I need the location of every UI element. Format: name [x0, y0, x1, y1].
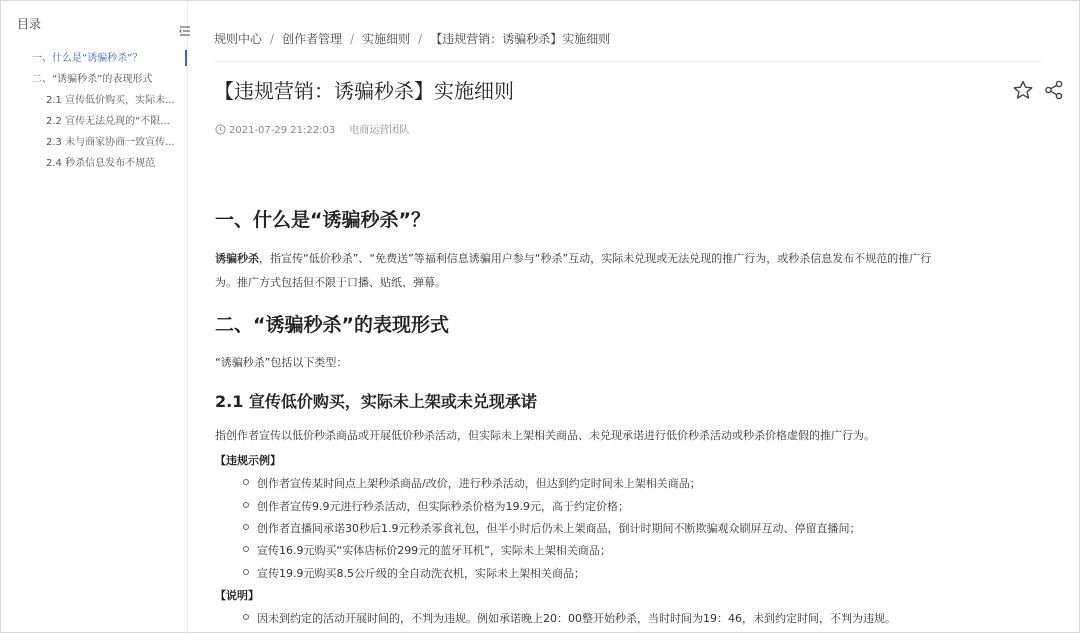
bullet-dot: [243, 479, 249, 485]
definition-text: ，指宣传“低价秒杀”、“免费送”等福利信息诱骗用户参与“秒杀”互动，实际未兑现或无法兑现的推广行为，或秒杀信息发布不规范的推广行: [259, 252, 932, 265]
bullet-dot: [243, 569, 249, 575]
toc-sidebar: [0, 0, 188, 633]
article-actions: [1008, 79, 1065, 105]
toc-item-forms[interactable]: 二、“诱骗秒杀”的表现形式: [32, 74, 153, 85]
publish-timestamp: 2021-07-29 21:22:03: [229, 125, 336, 136]
toc-item-2-3[interactable]: 2.3 未与商家协商一致宣传...: [46, 137, 175, 148]
clock-icon: [215, 124, 226, 135]
article-title: 【违规营销：诱骗秒杀】实施细则: [214, 79, 514, 103]
breadcrumb-current: 【违规营销：诱骗秒杀】实施细则: [430, 32, 611, 46]
definition-text-continued: 为。推广方式包括但不限于口播、贴纸、弹幕。: [215, 276, 446, 289]
toc-item-2-4[interactable]: 2.4 秒杀信息发布不规范: [46, 158, 156, 169]
example-item: [243, 565, 585, 581]
star-icon[interactable]: [1012, 79, 1034, 101]
example-text: 创作者直播间承诺30秒后1.9元秒杀零食礼包，但半小时后仍未上架商品，倒计时期间不断欺骗观众刷屏互动、停留直播间；: [257, 522, 861, 535]
examples-label: 【违规示例】: [215, 454, 281, 467]
toc-item-2-2[interactable]: 2.2 宣传无法兑现的“不限...: [46, 116, 170, 127]
example-item: [243, 542, 611, 558]
note-text: 因未到约定的活动开展时间的，不判为违规。例如承诺晚上20：00整开始秒杀，当时时间为19：46，未到约定时间，不判为违规。: [257, 612, 896, 625]
example-item: [243, 520, 861, 536]
toc-item-what-is[interactable]: 一、什么是“诱骗秒杀”？: [32, 53, 143, 64]
toc-active-indicator: [185, 50, 187, 66]
example-item: [243, 498, 629, 514]
breadcrumb: [214, 30, 610, 47]
toc-item-2-1[interactable]: 2.1 宣传低价购买，实际未...: [46, 95, 175, 106]
author-name: 电商运营团队: [349, 125, 410, 136]
example-item: [243, 475, 701, 491]
example-text: 宣传19.9元购买8.5公斤级的全自动洗衣机，实际未上架相关商品；: [257, 567, 585, 580]
article-meta: [215, 121, 409, 136]
section-heading-forms: 二、“诱骗秒杀”的表现形式: [215, 314, 449, 336]
notes-label: 【说明】: [215, 589, 259, 602]
forms-intro: “诱骗秒杀”包括以下类型：: [215, 356, 348, 369]
breadcrumb-implementation-rules[interactable]: 实施细则: [362, 32, 411, 46]
example-text: 创作者宣传9.9元进行秒杀活动，但实际秒杀价格为19.9元，高于约定价格；: [257, 500, 629, 513]
breadcrumb-divider: [214, 61, 1042, 62]
breadcrumb-separator: /: [350, 32, 355, 46]
example-text: 宣传16.9元购买“实体店标价299元的蓝牙耳机”，实际未上架相关商品；: [257, 544, 611, 557]
article-main: [188, 0, 1080, 633]
bullet-dot: [243, 614, 249, 620]
section-heading-what-is: 一、什么是“诱骗秒杀”？: [215, 209, 430, 231]
share-icon[interactable]: [1043, 79, 1065, 101]
bullet-dot: [243, 502, 249, 508]
example-text: 创作者宣传某时间点上架秒杀商品/改价，进行秒杀活动，但达到约定时间未上架相关商品；: [257, 477, 701, 490]
subsection-2-1-paragraph: 指创作者宣传以低价秒杀商品或开展低价秒杀活动，但实际未上架相关商品、未兑现承诺进行低价秒杀活动或秒杀价格虚假的推广行为。: [215, 429, 875, 442]
breadcrumb-creator-management[interactable]: 创作者管理: [282, 32, 343, 46]
bullet-dot: [243, 546, 249, 552]
definition-paragraph: [215, 247, 1047, 295]
bullet-dot: [243, 524, 249, 530]
toc-title: 目录: [17, 17, 42, 31]
subsection-heading-2-1: 2.1 宣传低价购买，实际未上架或未兑现承诺: [215, 392, 537, 411]
breadcrumb-separator: /: [418, 32, 423, 46]
note-item: [243, 610, 896, 626]
definition-term: 诱骗秒杀: [215, 252, 259, 265]
breadcrumb-rules-center[interactable]: 规则中心: [214, 32, 263, 46]
breadcrumb-separator: /: [270, 32, 275, 46]
